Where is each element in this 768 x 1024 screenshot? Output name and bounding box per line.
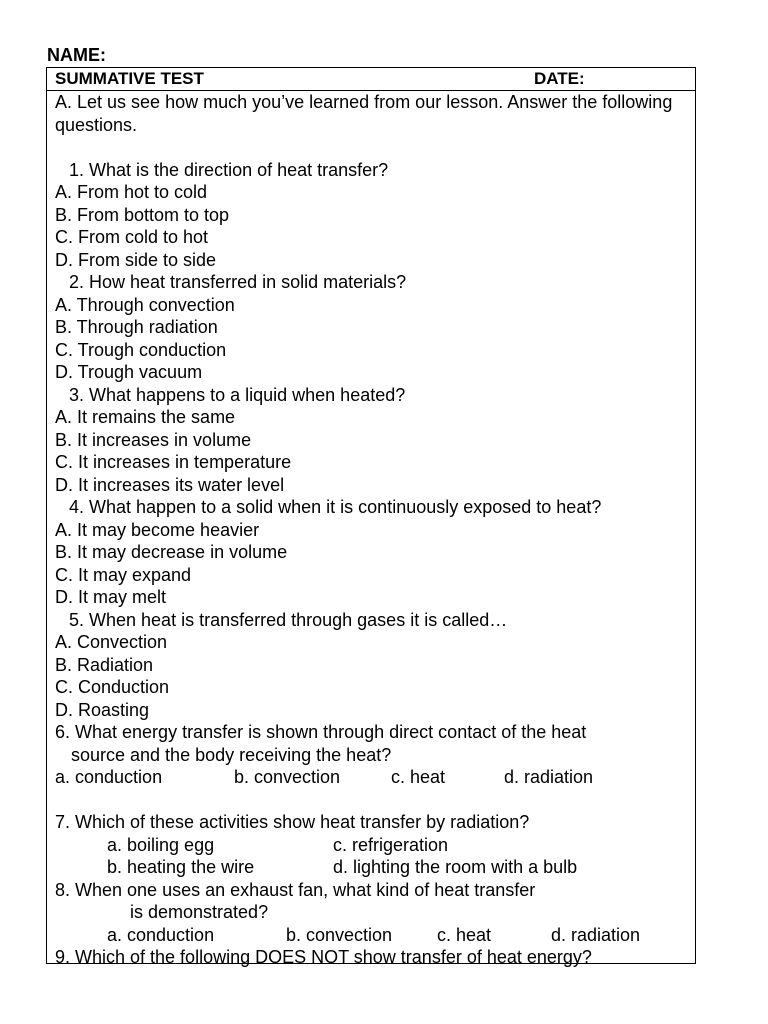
option: d. radiation: [551, 924, 641, 945]
question-8-options: [55, 924, 691, 947]
question-4: 4. What happen to a solid when it is continuously exposed to heat?: [69, 497, 602, 517]
option: B. Through radiation: [55, 317, 218, 337]
option: D. It may melt: [55, 587, 167, 607]
option: A. It may become heavier: [55, 519, 260, 540]
option: B. From bottom to top: [55, 204, 230, 225]
spacer: [55, 789, 691, 812]
question-6-cont: source and the body receiving the heat?: [71, 744, 392, 765]
question-7-options-row2: [55, 856, 691, 879]
option: A. From hot to cold: [55, 182, 208, 202]
option: D. Trough vacuum: [55, 362, 203, 382]
question-8: 8. When one uses an exhaust fan, what kind of heat transfer: [55, 879, 536, 900]
option: c. heat: [391, 767, 446, 787]
question-2: 2. How heat transferred in solid materials?: [69, 272, 407, 292]
option: a. conduction: [55, 767, 163, 787]
option: B. Radiation: [55, 654, 154, 675]
option: B. It may decrease in volume: [55, 542, 288, 562]
option: D. From side to side: [55, 249, 217, 270]
question-6-options: [55, 766, 691, 789]
option: c. refrigeration: [333, 834, 449, 855]
question-6: 6. What energy transfer is shown through direct contact of the heat: [55, 722, 587, 742]
question-5: 5. When heat is transferred through gases it is called…: [69, 609, 508, 630]
option: A. Through convection: [55, 294, 235, 315]
option: C. It increases in temperature: [55, 452, 292, 472]
option: C. Trough conduction: [55, 339, 227, 360]
option: D. Roasting: [55, 699, 150, 720]
option: A. Convection: [55, 632, 168, 652]
date-label: DATE:: [534, 69, 585, 88]
header-row: [47, 68, 695, 91]
question-3: 3. What happens to a liquid when heated?: [69, 384, 406, 405]
question-1: 1. What is the direction of heat transfer?: [69, 159, 389, 180]
option: a. conduction: [107, 924, 215, 945]
test-box: [46, 67, 696, 967]
question-7: 7. Which of these activities show heat transfer by radiation?: [55, 812, 530, 832]
option: D. It increases its water level: [55, 474, 285, 495]
option: B. It increases in volume: [55, 429, 252, 450]
option: a. boiling egg: [107, 834, 215, 855]
option: b. heating the wire: [107, 857, 255, 877]
test-title: SUMMATIVE TEST: [55, 69, 204, 88]
test-content: [55, 91, 691, 969]
instructions: A. Let us see how much you’ve learned from our lesson. Answer the following questions.: [55, 92, 673, 135]
option: d. radiation: [504, 767, 594, 787]
name-label: NAME:: [47, 45, 106, 65]
option: d. lighting the room with a bulb: [333, 857, 578, 877]
option: b. convection: [234, 767, 341, 787]
option: C. Conduction: [55, 677, 170, 697]
option: C. From cold to hot: [55, 227, 209, 247]
question-7-options-row1: [55, 834, 691, 857]
spacer: [55, 136, 691, 159]
question-9: 9. Which of the following DOES NOT show transfer of heat energy?: [55, 947, 592, 967]
option: b. convection: [286, 924, 393, 945]
option: A. It remains the same: [55, 407, 236, 427]
option: C. It may expand: [55, 564, 192, 585]
question-8-cont: is demonstrated?: [130, 902, 269, 922]
option: c. heat: [437, 924, 492, 945]
